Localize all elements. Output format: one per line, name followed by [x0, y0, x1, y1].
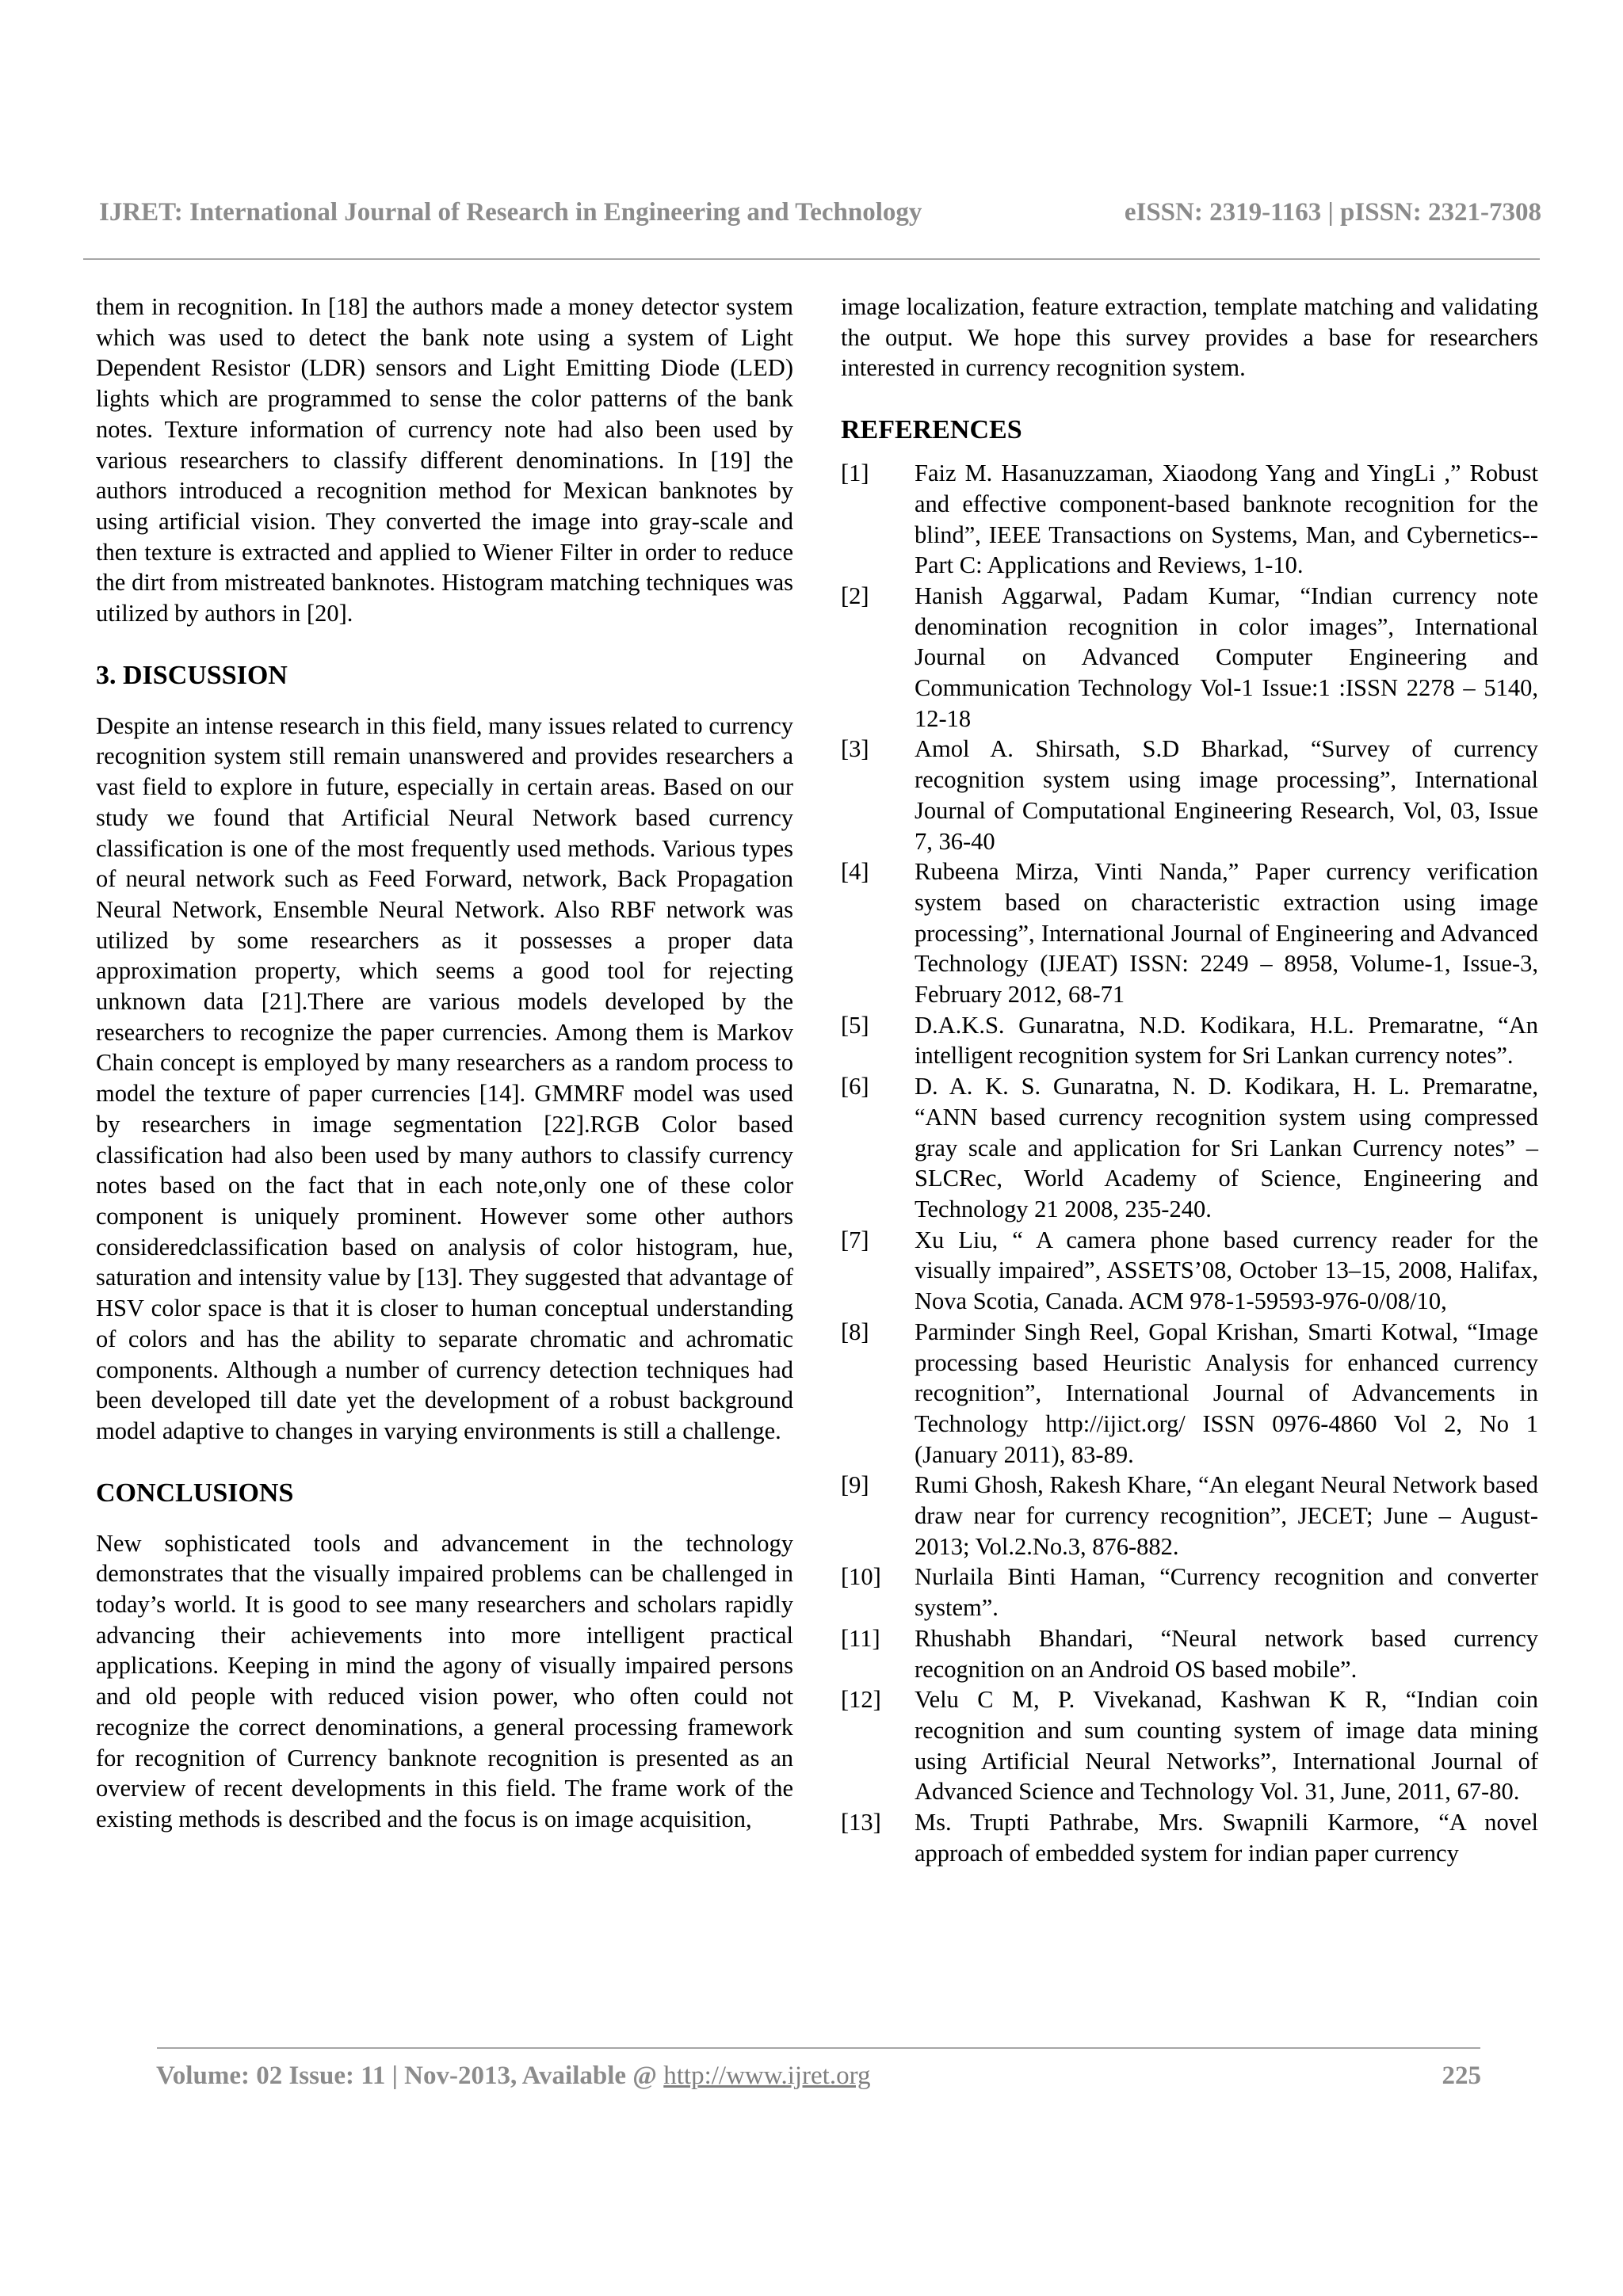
page-header: [99, 189, 1541, 236]
reference-number: [1]: [841, 460, 869, 487]
reference-text: Faiz M. Hasanuzzaman, Xiaodong Yang and YingLi ,” Robust and effective component-based banknote recognition for the blind”, IEEE Transactions on Systems, Man, and Cybernetics--Part C: Applications and Reviews, 1-10.: [915, 460, 1538, 579]
reference-text: Rhushabh Bhandari, “Neural network based currency recognition on an Android OS based mobile”.: [915, 1624, 1538, 1683]
discussion-heading: 3. DISCUSSION: [96, 660, 288, 690]
reference-text: Amol A. Shirsath, S.D Bharkad, “Survey of currency recognition system using image processing”, International Journal of Computational Engineering Research, Vol, 03, Issue 7, 36-40: [915, 735, 1538, 855]
reference-item: [841, 1623, 1538, 1684]
conclusions-paragraph: New sophisticated tools and advancement in the technology demonstrates that the visually impaired problems can be challenged in today’s world. It is good to see many researchers and scholars rapidly advancing their achievements into more intelligent practical applications. Keeping in mind the agony of visually impaired persons and old people with reduced vision power, who often could not recognize the correct denominations, a general processing framework for recognition of Currency banknote recognition is presented as an overview of recent developments in this field. The frame work of the existing methods is described and the focus is on image acquisition,: [96, 1529, 793, 1833]
reference-text: Xu Liu, “ A camera phone based currency reader for the visually impaired”, ASSETS’08, October 13–15, 2008, Halifax, Nova Scotia, Canada. ACM 978-1-59593-976-0/08/10,: [915, 1226, 1538, 1315]
reference-number: [8]: [841, 1318, 869, 1345]
reference-item: [841, 1684, 1538, 1807]
reference-item: [841, 1225, 1538, 1317]
right-column: [841, 292, 1538, 1868]
reference-text: Rubeena Mirza, Vinti Nanda,” Paper currency verification system based on characteristic extraction using image processing”, International Journal of Engineering and Advanced Technology (IJEAT) ISSN: 2249 – 8958, Volume-1, Issue-3, February 2012, 68-71: [915, 858, 1538, 1009]
intro-paragraph: them in recognition. In [18] the authors made a money detector system which was used to detect the bank note using a system of Light Dependent Resistor (LDR) sensors and Light Emitting Diode (LED) lights which are programmed to sense the color patterns of the bank notes. Texture information of currency note had also been used by various researchers to classify different denominations. In [19] the authors introduced a recognition method for Mexican banknotes by using artificial vision. They converted the image into gray-scale and then texture is extracted and applied to Wiener Filter in order to reduce the dirt from mistreated banknotes. Histogram matching techniques was utilized by authors in [20].: [96, 293, 793, 627]
reference-item: [841, 734, 1538, 856]
discussion-paragraph: Despite an intense research in this field, many issues related to currency recognition system still remain unanswered and provides researchers a vast field to explore in future, especially in certain areas. Based on our study we found that Artificial Neural Network based currency classification is one of the most frequently used methods. Various types of neural network such as Feed Forward, network, Back Propagation Neural Network, Ensemble Neural Network. Also RBF network was utilized by some researchers as it possesses a proper data approximation property, which seems a good tool for rejecting unknown data [21].There are various models developed by the researchers to recognize the paper currencies. Among them is Markov Chain concept is employed by many researchers as a random process to model the texture of paper currencies [14]. GMMRF model was used by researchers in image segmentation [22].RGB Color based classification had also been used by many authors to classify currency notes based on the fact that in each note,only one of these color component is uniquely prominent. However some other authors consideredclassification based on analysis of color histogram, hue, saturation and intensity value by [13]. They suggested that advantage of HSV color space is that it is closer to human conceptual understanding of colors and has the ability to separate chromatic and achromatic components. Although a number of currency detection techniques had been developed till date yet the development of a robust background model adaptive to changes in varying environments is still a challenge.: [96, 711, 793, 1444]
reference-number: [3]: [841, 735, 869, 763]
reference-item: [841, 856, 1538, 1010]
reference-item: [841, 458, 1538, 581]
reference-item: [841, 1071, 1538, 1225]
reference-list: [841, 458, 1538, 1868]
conclusions-heading: CONCLUSIONS: [96, 1478, 294, 1508]
reference-item: [841, 1010, 1538, 1071]
reference-number: [9]: [841, 1471, 869, 1499]
reference-item: [841, 1317, 1538, 1470]
reference-number: [11]: [841, 1624, 880, 1652]
journal-link[interactable]: http://www.ijret.org: [663, 2061, 871, 2090]
reference-item: [841, 1807, 1538, 1868]
reference-text: Nurlaila Binti Haman, “Currency recognition and converter system”.: [915, 1563, 1538, 1622]
left-column: [96, 292, 793, 1835]
reference-number: [4]: [841, 858, 869, 886]
page-number: 225: [1442, 2061, 1481, 2090]
reference-text: Ms. Trupti Pathrabe, Mrs. Swapnili Karmore, “A novel approach of embedded system for indian paper currency: [915, 1809, 1538, 1867]
volume-text: Volume: 02 Issue: 11 | Nov-2013, Available @: [156, 2061, 664, 2090]
reference-item: [841, 581, 1538, 734]
reference-text: Parminder Singh Reel, Gopal Krishan, Smarti Kotwal, “Image processing based Heuristic Analysis for enhanced currency recognition”, International Journal of Advancements in Technology http://ijict.org/ ISSN 0976-4860 Vol 2, No 1 (January 2011), 83-89.: [915, 1318, 1538, 1468]
reference-text: Hanish Aggarwal, Padam Kumar, “Indian currency note denomination recognition in color images”, International Journal on Advanced Computer Engineering and Communication Technology Vol-1 Issue:1 :ISSN 2278 – 5140, 12-18: [915, 582, 1538, 732]
footer-divider: [157, 2047, 1480, 2049]
reference-text: D.A.K.S. Gunaratna, N.D. Kodikara, H.L. Premaratne, “An intelligent recognition system for Sri Lankan currency notes”.: [915, 1011, 1538, 1070]
reference-item: [841, 1470, 1538, 1562]
reference-number: [13]: [841, 1809, 881, 1836]
reference-text: Rumi Ghosh, Rakesh Khare, “An elegant Neural Network based draw near for currency recognition”, JECET; June – August-2013; Vol.2.No.3, 876-882.: [915, 1471, 1538, 1560]
reference-number: [12]: [841, 1686, 881, 1714]
references-heading: REFERENCES: [841, 415, 1022, 445]
issn-info: eISSN: 2319-1163 | pISSN: 2321-7308: [1124, 197, 1541, 227]
reference-text: D. A. K. S. Gunaratna, N. D. Kodikara, H. L. Premaratne, “ANN based currency recognition system using compressed gray scale and application for Sri Lankan Currency notes” – SLCRec, World Academy of Science, Engineering and Technology 21 2008, 235-240.: [915, 1073, 1538, 1222]
reference-number: [2]: [841, 582, 869, 609]
page-footer: [156, 2061, 1481, 2101]
reference-number: [7]: [841, 1226, 869, 1253]
reference-number: [10]: [841, 1563, 881, 1591]
journal-title: IJRET: International Journal of Research in Engineering and Technology: [99, 197, 922, 227]
header-divider: [83, 258, 1540, 260]
reference-number: [6]: [841, 1073, 869, 1100]
reference-text: Velu C M, P. Vivekanad, Kashwan K R, “Indian coin recognition and sum counting system of image data mining using Artificial Neural Networks”, International Journal of Advanced Science and Technology Vol. 31, June, 2011, 67-80.: [915, 1686, 1538, 1806]
continuation-paragraph: image localization, feature extraction, template matching and validating the output. We hope this survey provides a base for researchers interested in currency recognition system.: [841, 293, 1538, 382]
reference-item: [841, 1562, 1538, 1623]
footer-volume-info: [156, 2061, 870, 2091]
reference-number: [5]: [841, 1011, 869, 1039]
